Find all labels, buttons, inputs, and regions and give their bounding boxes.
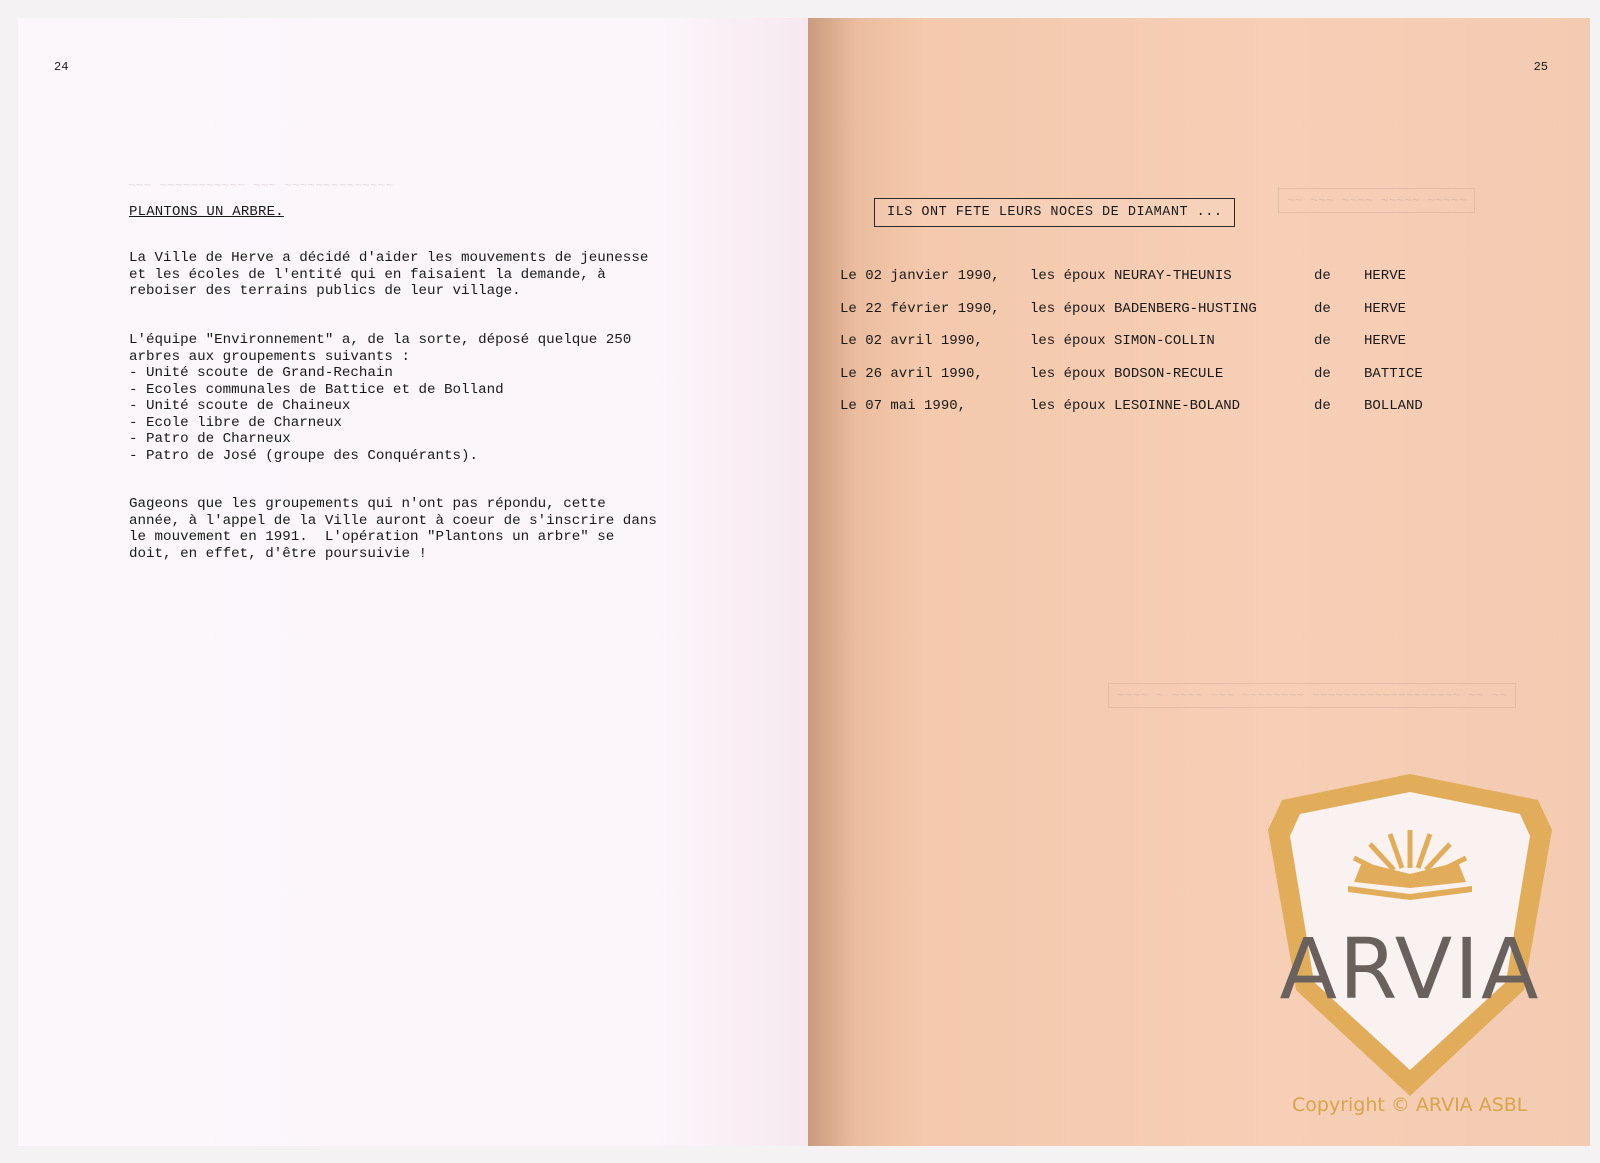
left-page xyxy=(18,18,808,1146)
right-page: 25 ILS ONT FETE LEURS NOCES DE DIAMANT ... Le 02 janvier 1990, les époux NEURAY-THEUNIS de HERVE Le 22 février 1990, les époux BADENBERG-HUSTING de HERVE Le 02 avril 1990, les époux SIMON-COLLIN de HERVE Le 26 avril 1990, les époux BODSON-RECULE de BATTICE Le 07 mai 1990, les époux LESOINNE-BOLAND de BOLLAND ~~ ~~~ ~~~~ ~~~~~ ~~~~~ ~~~~ ~ ~~~~ ~~~ ~~~~~~~~ ~~~~~~~~~~~~~~~~~~~ ~~ ~~ xyxy=(808,18,1590,1146)
bleed-through-box: ~~ ~~~ ~~~~ ~~~~~ ~~~~~ xyxy=(1278,188,1475,213)
list-item: - Ecoles communales de Battice et de Bolland xyxy=(129,382,504,399)
intro-paragraph: La Ville de Herve a décidé d'aider les mouvements de jeunesse et les écoles de l'entité qui en faisaient la demande, à reboiser des terrains publics de leur village. xyxy=(129,250,649,300)
closing-paragraph: Gageons que les groupements qui n'ont pas répondu, cette année, à l'appel de la Ville auront à coeur de s'inscrire dans le mouvement en 1991. L'opération "Plantons un arbre" se doit, en effet, d'être poursuivie ! xyxy=(129,496,657,562)
section-heading: PLANTONS UN ARBRE. xyxy=(129,204,284,220)
groups-intro-paragraph: L'équipe "Environnement" a, de la sorte, déposé quelque 250 arbres aux groupements suivants : xyxy=(129,332,632,365)
arvia-logo xyxy=(1262,770,1558,1100)
logo-text: ARVIA xyxy=(1279,920,1541,1018)
page-number: 24 xyxy=(54,60,69,74)
list-item: - Patro de José (groupe des Conquérants). xyxy=(129,448,504,465)
bleed-through-box: ~~~~ ~ ~~~~ ~~~ ~~~~~~~~ ~~~~~~~~~~~~~~~~~~~ ~~ ~~ xyxy=(1108,683,1516,708)
page-number: 25 xyxy=(1533,60,1548,74)
list-item: - Patro de Charneux xyxy=(129,431,504,448)
bleed-through-text: ~~~ ~~~~~~~~~~~ ~~~ ~~~~~~~~~~~~~~ xyxy=(128,178,394,193)
list-item: - Ecole libre de Charneux xyxy=(129,415,504,432)
list-item: - Unité scoute de Grand-Rechain xyxy=(129,365,504,382)
groups-list xyxy=(129,365,504,465)
copyright-text: Copyright © ARVIA ASBL xyxy=(1292,1094,1528,1116)
section-title-box: ILS ONT FETE LEURS NOCES DE DIAMANT ... xyxy=(874,198,1235,227)
list-item: - Unité scoute de Chaineux xyxy=(129,398,504,415)
